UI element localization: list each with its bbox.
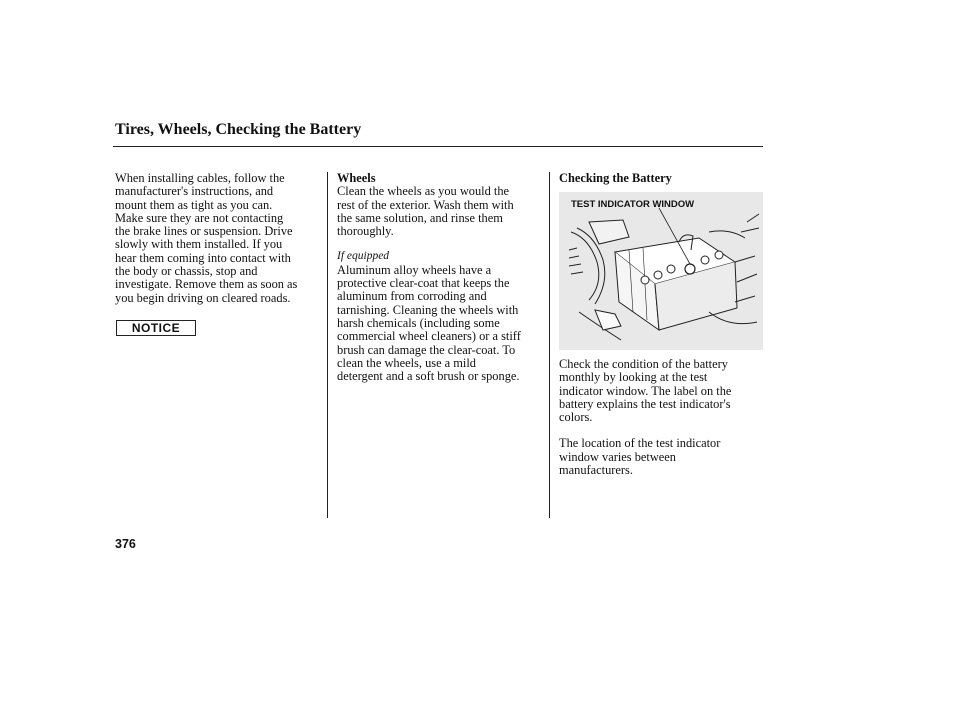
header-rule (113, 146, 763, 147)
notice-box: NOTICE (116, 320, 196, 336)
battery-heading: Checking the Battery (559, 171, 672, 185)
column-divider-2 (549, 172, 550, 518)
wheels-heading: Wheels (337, 171, 376, 185)
column-divider-1 (327, 172, 328, 518)
page-title: Tires, Wheels, Checking the Battery (115, 121, 362, 138)
column-1 (115, 172, 320, 305)
cables-paragraph: When installing cables, follow the manufacturer's instructions, and mount them as tight as you can. Make sure they are not contacting the brake lines or suspension. Drive slowly with them installed. If you hear them coming into contact with the body or chassis, stop and investigate. Remove them as soon as you begin driving on cleared roads. (115, 171, 298, 305)
battery-figure (559, 192, 763, 350)
column-3 (559, 358, 764, 477)
column-2 (337, 172, 547, 383)
page-number: 376 (115, 537, 136, 551)
if-equipped-note: If equipped (337, 250, 390, 263)
column-3-heading-block (559, 172, 764, 185)
wheels-paragraph-1: Clean the wheels as you would the rest of the exterior. Wash them with the same solution, and rinse them thoroughly. (337, 184, 514, 239)
battery-illustration (559, 192, 763, 350)
battery-paragraph-2: The location of the test indicator window varies between manufacturers. (559, 436, 721, 478)
figure-label: TEST INDICATOR WINDOW (571, 199, 695, 210)
wheels-paragraph-2: Aluminum alloy wheels have a protective clear-coat that keeps the aluminum from corroding and tarnishing. Cleaning the wheels with harsh chemicals (including some commercial wheel cleaners) or a stiff brush can damage the clear-coat. To clean the wheels, use a mild detergent and a soft brush or sponge. (337, 262, 521, 384)
battery-paragraph-1: Check the condition of the battery monthly by looking at the test indicator window. The label on the battery explains the test indicator's colors. (559, 357, 732, 425)
